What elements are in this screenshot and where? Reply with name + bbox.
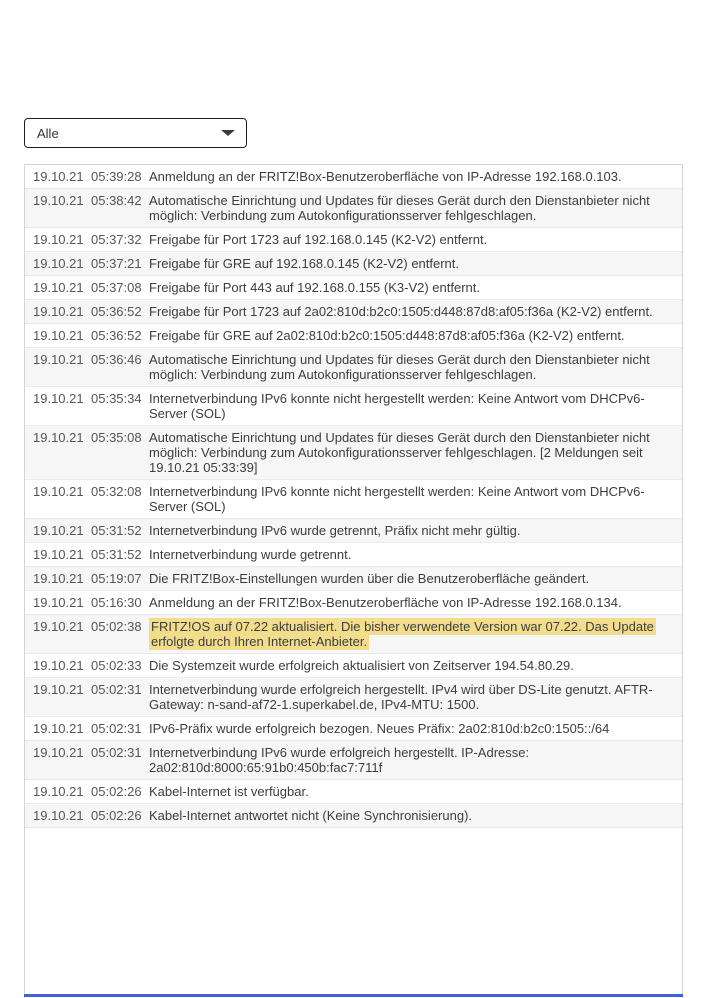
log-time: 05:16:30 bbox=[91, 595, 142, 610]
log-time: 05:02:33 bbox=[91, 658, 142, 673]
log-row bbox=[25, 189, 682, 228]
log-message: Freigabe für GRE auf 192.168.0.145 (K2-V2) entfernt. bbox=[149, 256, 460, 271]
log-row bbox=[25, 165, 682, 189]
log-date: 19.10.21 bbox=[33, 193, 84, 208]
log-date: 19.10.21 bbox=[33, 682, 84, 697]
log-message: Anmeldung an der FRITZ!Box-Benutzeroberfläche von IP-Adresse 192.168.0.134. bbox=[149, 595, 622, 610]
log-date: 19.10.21 bbox=[33, 304, 84, 319]
log-message: Automatische Einrichtung und Updates für dieses Gerät durch den Dienstanbieter nicht möglich: Verbindung zum Autokonfigurationsserver fehlgeschlagen. bbox=[149, 193, 650, 223]
log-row bbox=[25, 348, 682, 387]
log-row bbox=[25, 567, 682, 591]
log-time: 05:37:21 bbox=[91, 256, 142, 271]
log-date: 19.10.21 bbox=[33, 391, 84, 406]
log-date: 19.10.21 bbox=[33, 784, 84, 799]
log-message: IPv6-Präfix wurde erfolgreich bezogen. Neues Präfix: 2a02:810d:b2c0:1505::/64 bbox=[149, 721, 610, 736]
log-date: 19.10.21 bbox=[33, 256, 84, 271]
log-time: 05:38:42 bbox=[91, 193, 142, 208]
log-row bbox=[25, 300, 682, 324]
log-message: Die Systemzeit wurde erfolgreich aktualisiert von Zeitserver 194.54.80.29. bbox=[149, 658, 574, 673]
log-time: 05:35:34 bbox=[91, 391, 142, 406]
log-message: Internetverbindung IPv6 konnte nicht hergestellt werden: Keine Antwort vom DHCPv6-Server (SOL) bbox=[149, 391, 645, 421]
log-message: Freigabe für GRE auf 2a02:810d:b2c0:1505:d448:87d8:af05:f36a (K2-V2) entfernt. bbox=[149, 328, 625, 343]
log-time: 05:36:52 bbox=[91, 328, 142, 343]
log-time: 05:35:08 bbox=[91, 430, 142, 445]
log-date: 19.10.21 bbox=[33, 658, 84, 673]
chevron-down-icon bbox=[221, 130, 235, 136]
log-date: 19.10.21 bbox=[33, 619, 84, 634]
log-row bbox=[25, 591, 682, 615]
log-time: 05:02:31 bbox=[91, 682, 142, 697]
log-date: 19.10.21 bbox=[33, 571, 84, 586]
log-message bbox=[149, 619, 672, 649]
highlighted-message: FRITZ!OS auf 07.22 aktualisiert. Die bisher verwendete Version war 07.22. Das Update erfolgte durch Ihren Internet-Anbieter. bbox=[151, 619, 654, 649]
log-time: 05:31:52 bbox=[91, 523, 142, 538]
log-message: Freigabe für Port 1723 auf 192.168.0.145 (K2-V2) entfernt. bbox=[149, 232, 488, 247]
log-message: Anmeldung an der FRITZ!Box-Benutzeroberfläche von IP-Adresse 192.168.0.103. bbox=[149, 169, 622, 184]
log-time: 05:02:26 bbox=[91, 784, 142, 799]
log-message: Automatische Einrichtung und Updates für dieses Gerät durch den Dienstanbieter nicht möglich: Verbindung zum Autokonfigurationsserver fehlgeschlagen. bbox=[149, 352, 650, 382]
log-row bbox=[25, 387, 682, 426]
log-date: 19.10.21 bbox=[33, 484, 84, 499]
log-row bbox=[25, 543, 682, 567]
log-time: 05:31:52 bbox=[91, 547, 142, 562]
log-date: 19.10.21 bbox=[33, 595, 84, 610]
log-row bbox=[25, 741, 682, 780]
event-filter-value: Alle bbox=[37, 125, 59, 141]
log-row bbox=[25, 228, 682, 252]
log-time: 05:02:38 bbox=[91, 619, 142, 634]
log-row bbox=[25, 804, 682, 828]
log-message: Internetverbindung IPv6 wurde getrennt, Präfix nicht mehr gültig. bbox=[149, 523, 521, 538]
log-time: 05:36:52 bbox=[91, 304, 142, 319]
log-row bbox=[25, 519, 682, 543]
log-date: 19.10.21 bbox=[33, 352, 84, 367]
log-time: 05:37:08 bbox=[91, 280, 142, 295]
event-filter-dropdown[interactable] bbox=[24, 118, 247, 148]
log-message: Die FRITZ!Box-Einstellungen wurden über die Benutzeroberfläche geändert. bbox=[149, 571, 590, 586]
event-log-table bbox=[24, 164, 683, 998]
log-row bbox=[25, 252, 682, 276]
log-row bbox=[25, 480, 682, 519]
log-time: 05:39:28 bbox=[91, 169, 142, 184]
log-row bbox=[25, 426, 682, 480]
log-time: 05:32:08 bbox=[91, 484, 142, 499]
log-date: 19.10.21 bbox=[33, 169, 84, 184]
log-message: Internetverbindung IPv6 konnte nicht hergestellt werden: Keine Antwort vom DHCPv6-Server (SOL) bbox=[149, 484, 645, 514]
log-row bbox=[25, 615, 682, 654]
log-date: 19.10.21 bbox=[33, 808, 84, 823]
log-date: 19.10.21 bbox=[33, 328, 84, 343]
log-date: 19.10.21 bbox=[33, 721, 84, 736]
log-message: Internetverbindung IPv6 wurde erfolgreich hergestellt. IP-Adresse: 2a02:810d:8000:65:91b0:450b:fac7:711f bbox=[149, 745, 530, 775]
log-message: Freigabe für Port 1723 auf 2a02:810d:b2c0:1505:d448:87d8:af05:f36a (K2-V2) entfernt. bbox=[149, 304, 653, 319]
log-message: Internetverbindung wurde erfolgreich hergestellt. IPv4 wird über DS-Lite genutzt. AFTR-Gateway: n-sand-af72-1.superkabel.de, IPv4-MTU: 1500. bbox=[149, 682, 653, 712]
log-message: Automatische Einrichtung und Updates für dieses Gerät durch den Dienstanbieter nicht möglich: Verbindung zum Autokonfigurationsserver fehlgeschlagen. [2 Meldungen seit 19.10.21 05:33:39] bbox=[149, 430, 650, 475]
bottom-accent-bar bbox=[24, 994, 683, 997]
log-message: Internetverbindung wurde getrennt. bbox=[149, 547, 352, 562]
log-message: Kabel-Internet ist verfügbar. bbox=[149, 784, 309, 799]
log-date: 19.10.21 bbox=[33, 547, 84, 562]
log-time: 05:36:46 bbox=[91, 352, 142, 367]
log-time: 05:02:31 bbox=[91, 721, 142, 736]
log-date: 19.10.21 bbox=[33, 430, 84, 445]
log-message: Kabel-Internet antwortet nicht (Keine Synchronisierung). bbox=[149, 808, 473, 823]
log-row bbox=[25, 678, 682, 717]
log-time: 05:02:26 bbox=[91, 808, 142, 823]
log-date: 19.10.21 bbox=[33, 523, 84, 538]
log-row bbox=[25, 324, 682, 348]
log-date: 19.10.21 bbox=[33, 280, 84, 295]
log-row bbox=[25, 780, 682, 804]
log-date: 19.10.21 bbox=[33, 232, 84, 247]
log-row bbox=[25, 717, 682, 741]
log-time: 05:19:07 bbox=[91, 571, 142, 586]
log-date: 19.10.21 bbox=[33, 745, 84, 760]
log-time: 05:02:31 bbox=[91, 745, 142, 760]
log-time: 05:37:32 bbox=[91, 232, 142, 247]
log-message: Freigabe für Port 443 auf 192.168.0.155 (K3-V2) entfernt. bbox=[149, 280, 480, 295]
log-row bbox=[25, 654, 682, 678]
log-row bbox=[25, 276, 682, 300]
